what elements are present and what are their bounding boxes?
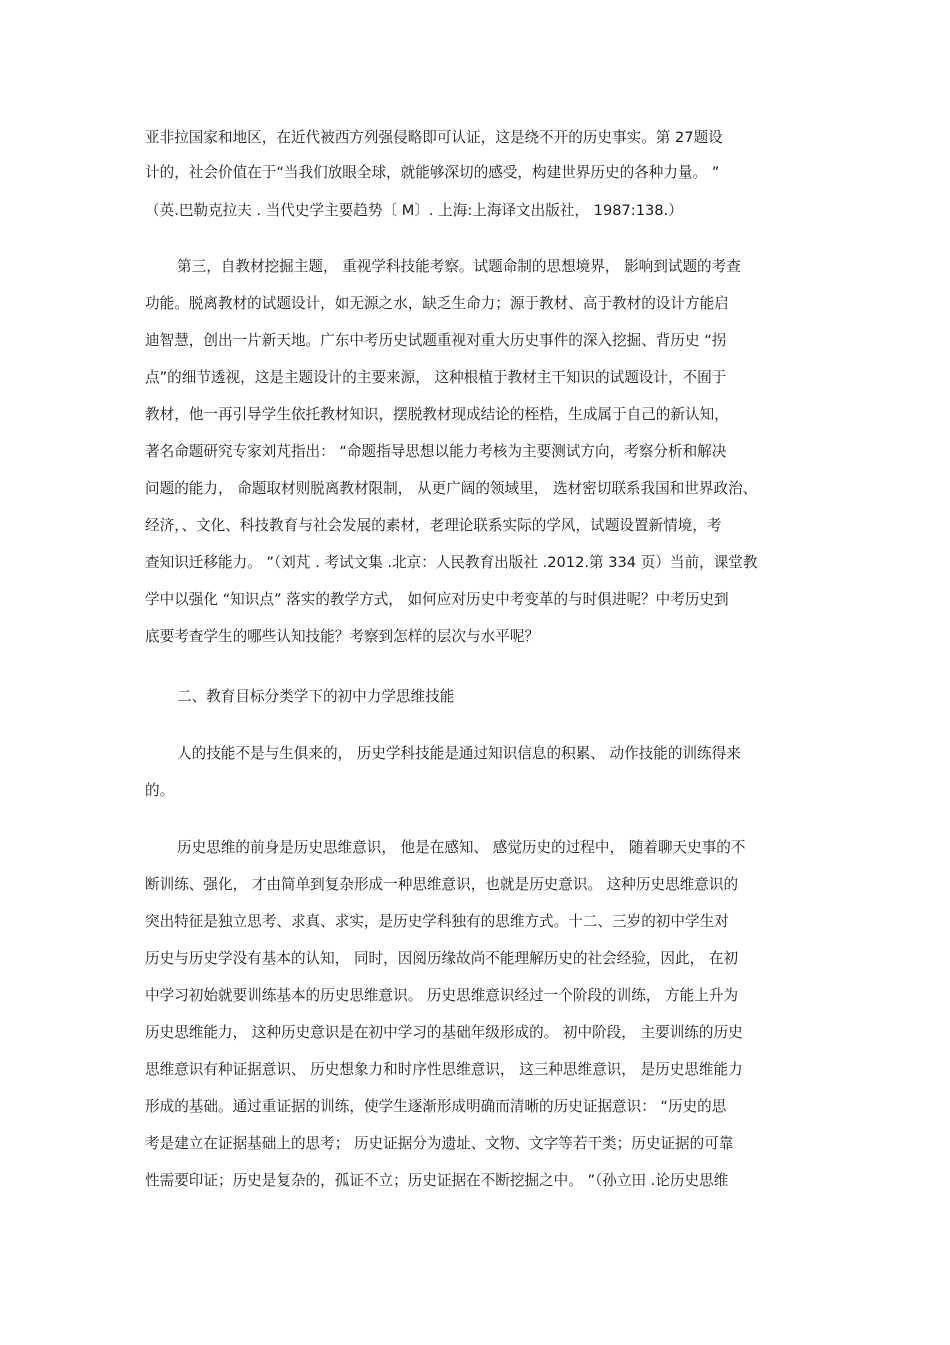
paragraph-line: 中学习初始就要训练基本的历史思维意识。 历史思维意识经过一个阶段的训练， 方能上升为 bbox=[145, 987, 739, 1004]
paragraph-line: 的。 bbox=[145, 782, 175, 799]
paragraph-line: 学中以强化 “知识点” 落实的教学方式， 如何应对历史中考变革的与时俱进呢？中考历史到 bbox=[145, 591, 729, 608]
paragraph-line: 突出特征是独立思考、求真、求实，是历史学科独有的思维方式。十二、三岁的初中学生对 bbox=[145, 913, 729, 930]
paragraph-line: 人的技能不是与生俱来的， 历史学科技能是通过知识信息的积累、 动作技能的训练得来 bbox=[177, 745, 741, 762]
citation-line: （英.巴勒克拉夫 . 当代史学主要趋势〔 M〕. 上海:上海译文出版社， 1987:138.） bbox=[145, 202, 683, 219]
paragraph-line: 经济，、文化、科技教育与社会发展的素材，老理论联系实际的学风，试题设置新情境，考 bbox=[145, 517, 722, 534]
paragraph-line: 考是建立在证据基础上的思考； 历史证据分为遗址、文物、文字等若干类；历史证据的可靠 bbox=[145, 1135, 734, 1152]
paragraph-line: 历史思维的前身是历史思维意识， 他是在感知、 感觉历史的过程中， 随着聊天史事的不 bbox=[177, 839, 746, 856]
paragraph-line: 性需要印证；历史是复杂的，孤证不立；历史证据在不断挖掘之中。 ”（孙立田 .论历史思维 bbox=[145, 1172, 729, 1189]
paragraph-line: 教材，他一再引导学生依托教材知识，摆脱教材现成结论的桎梏，生成属于自己的新认知， bbox=[145, 406, 729, 423]
paragraph-line: 历史思维能力， 这种历史意识是在初中学习的基础年级形成的。 初中阶段， 主要训练的历史 bbox=[145, 1024, 743, 1041]
paragraph-line: 历史与历史学没有基本的认知， 同时，因阅历缘故尚不能理解历史的社会经验，因此， 在初 bbox=[145, 950, 739, 967]
paragraph-line: 底要考查学生的哪些认知技能？考察到怎样的层次与水平呢？ bbox=[145, 628, 540, 645]
paragraph-line: 迪智慧，创出一片新天地。广东中考历史试题重视对重大历史事件的深入挖掘、背历史 “拐 bbox=[145, 332, 727, 349]
paragraph-line: 断训练、强化， 才由简单到复杂形成一种思维意识，也就是历史意识。 这种历史思维意识的 bbox=[145, 876, 739, 893]
paragraph-line: 亚非拉国家和地区，在近代被西方列强侵略即可认证，这是绕不开的历史事实。第 27题设 bbox=[145, 129, 723, 146]
paragraph-line: 第三，自教材挖掘主题， 重视学科技能考察。试题命制的思想境界， 影响到试题的考查 bbox=[177, 258, 741, 275]
paragraph-line: 点”的细节透视，这是主题设计的主要来源， 这种根植于教材主干知识的试题设计，不囿于 bbox=[145, 369, 727, 386]
paragraph-line: 查知识迁移能力。 ”（刘芃 . 考试文集 .北京：人民教育出版社 .2012.第 334 页）当前，课堂教 bbox=[145, 554, 758, 571]
paragraph-line: 问题的能力， 命题取材则脱离教材限制， 从更广阔的领域里， 选材密切联系我国和世界政治、 bbox=[145, 480, 758, 497]
paragraph-line: 著名命题研究专家刘芃指出： “命题指导思想以能力考核为主要测试方向，考察分析和解决 bbox=[145, 443, 727, 460]
section-heading: 二、教育目标分类学下的初中力学思维技能 bbox=[177, 688, 455, 705]
paragraph-line: 思维意识有种证据意识、 历史想象力和时序性思维意识， 这三种思维意识， 是历史思维能力 bbox=[145, 1061, 743, 1078]
paragraph-line: 形成的基础。通过重证据的训练，使学生逐渐形成明确而清晰的历史证据意识： “历史的思 bbox=[145, 1098, 727, 1115]
paragraph-line: 计的，社会价值在于“当我们放眼全球，就能够深切的感受，构建世界历史的各种力量。 ” bbox=[145, 164, 720, 181]
paragraph-line: 功能。脱离教材的试题设计，如无源之水，缺乏生命力；源于教材、高于教材的设计方能启 bbox=[145, 295, 729, 312]
